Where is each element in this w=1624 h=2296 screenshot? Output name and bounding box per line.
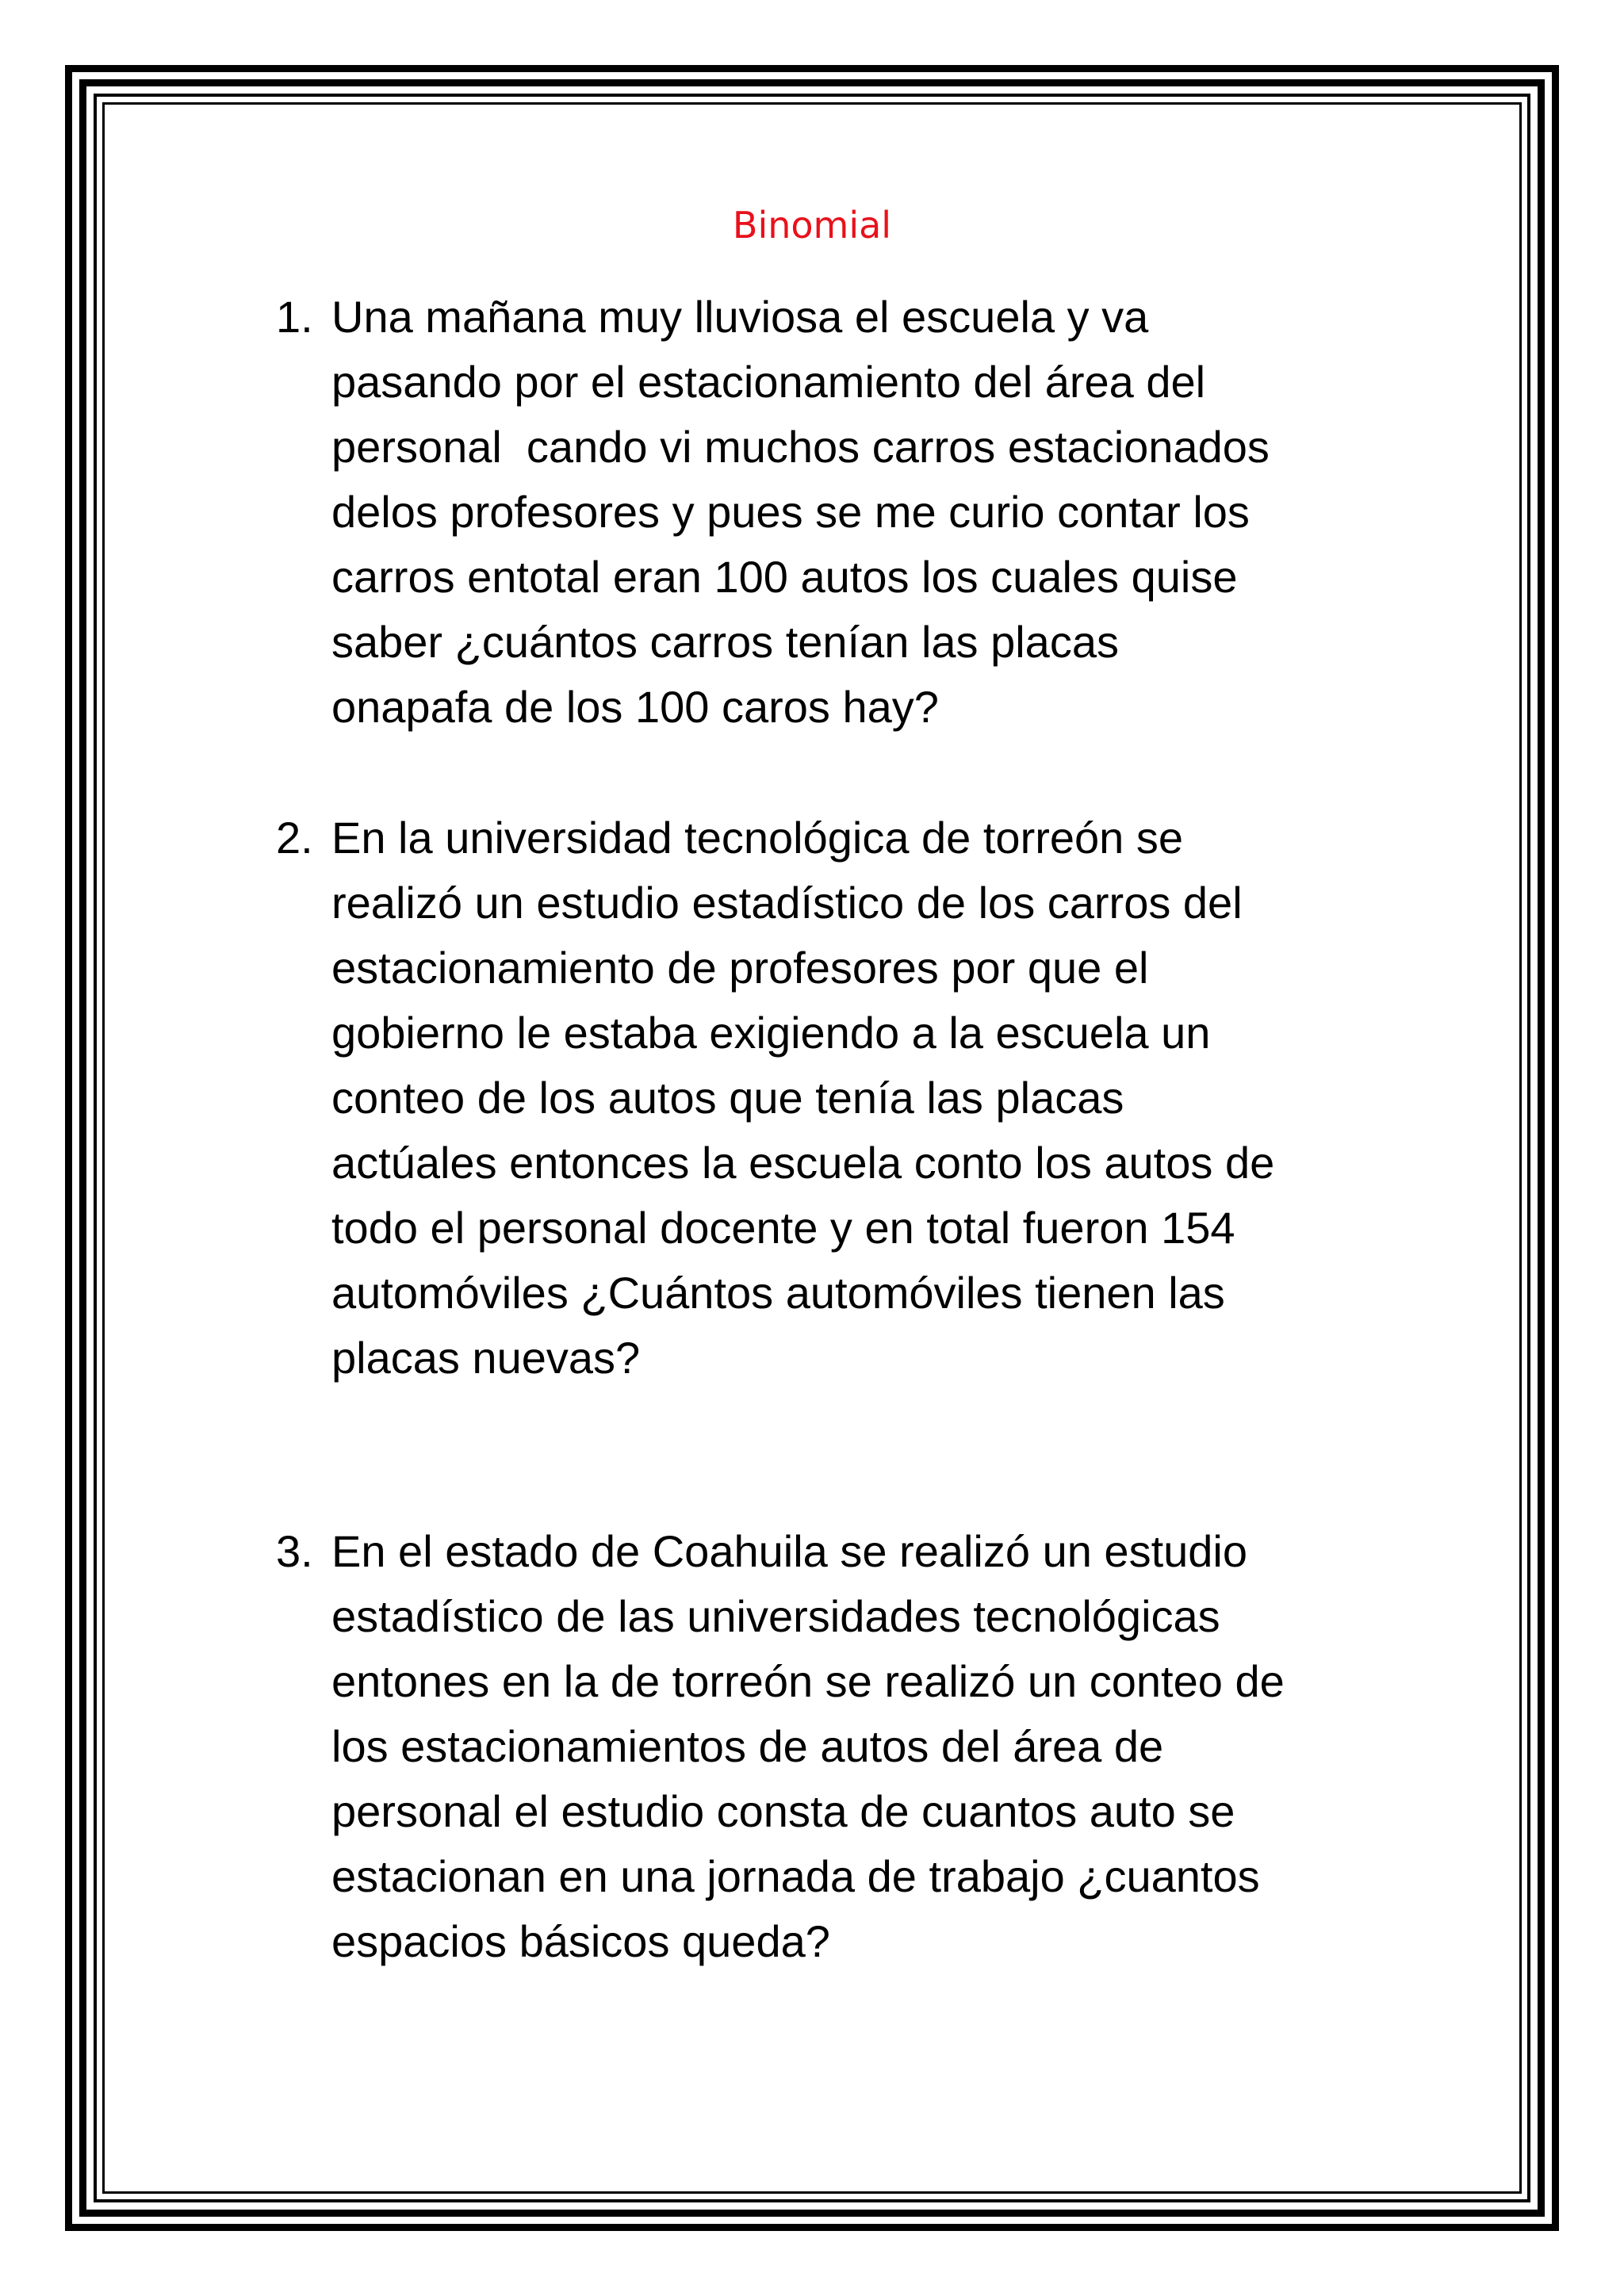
question-line: todo el personal docente y en total fueron 154 [331,1203,1235,1253]
question-line: delos profesores y pues se me curio contar los [331,487,1250,537]
question-line: placas nuevas? [331,1333,641,1383]
question-line: onapafa de los 100 caros hay? [331,682,939,732]
question-line: actúales entonces la escuela conto los autos de [331,1138,1275,1188]
question-line: estacionamiento de profesores por que el [331,943,1149,993]
question-line: entones en la de torreón se realizó un conteo de [331,1656,1285,1706]
question-number: 2. [276,813,313,863]
question-line: En la universidad tecnológica de torreón se [331,813,1184,863]
question-number: 1. [276,292,313,342]
question-line: conteo de los autos que tenía las placas [331,1073,1124,1123]
document-title: Binomial [732,204,892,247]
question-line: los estacionamientos de autos del área de [331,1721,1164,1771]
question-line: gobierno le estaba exigiendo a la escuela un [331,1008,1211,1058]
question-line: espacios básicos queda? [331,1916,830,1966]
question-line: carros entotal eran 100 autos los cuales quise [331,552,1238,602]
question-line: estacionan en una jornada de trabajo ¿cuantos [331,1851,1260,1901]
question-line: saber ¿cuántos carros tenían las placas [331,617,1119,667]
question-3 [276,1519,1386,1974]
question-line: pasando por el estacionamiento del área del [331,357,1206,407]
question-line: En el estado de Coahuila se realizó un estudio [331,1526,1247,1576]
question-line: personal el estudio consta de cuantos auto se [331,1786,1235,1836]
question-line: estadístico de las universidades tecnológicas [331,1591,1220,1641]
question-line: realizó un estudio estadístico de los carros del [331,878,1243,928]
question-number: 3. [276,1526,313,1576]
question-line: Una mañana muy lluviosa el escuela y va [331,292,1149,342]
question-1 [276,285,1386,740]
question-2 [276,806,1386,1391]
question-line: personal cando vi muchos carros estacionados [331,422,1270,472]
question-line: automóviles ¿Cuántos automóviles tienen las [331,1268,1225,1318]
